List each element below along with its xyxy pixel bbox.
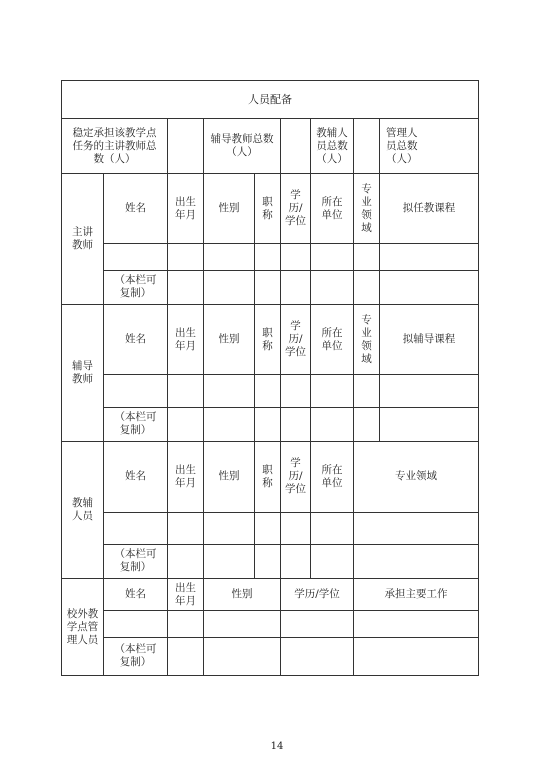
assist-header-course: 拟辅导课程: [380, 304, 479, 375]
table-cell[interactable]: [168, 375, 204, 407]
main-header-course: 拟任教课程: [380, 173, 479, 244]
summary-row: [62, 119, 479, 173]
table-cell[interactable]: [281, 407, 311, 441]
assist-teacher-copy-row: [62, 407, 479, 441]
main-header-field: 专业领域: [354, 173, 380, 244]
main-header-title: 职称: [255, 173, 281, 244]
table-cell[interactable]: [281, 375, 311, 407]
table-cell[interactable]: [354, 270, 380, 304]
assist-header-degree: 学历/学位: [281, 304, 311, 375]
main-header-birth: 出生年月: [168, 173, 204, 244]
table-cell[interactable]: [311, 375, 354, 407]
support-staff-header-row: [62, 441, 479, 512]
table-cell[interactable]: [104, 512, 168, 544]
table-cell[interactable]: [281, 637, 354, 675]
table-cell[interactable]: [281, 270, 311, 304]
support-header-unit: 所在单位: [311, 441, 354, 512]
assist-header-title: 职称: [255, 304, 281, 375]
support-staff-blank-row: [62, 512, 479, 544]
assist-header-name: 姓名: [104, 304, 168, 375]
main-teacher-count-label: 稳定承担该教学点任务的主讲教师总数（人）: [62, 119, 168, 173]
table-cell[interactable]: [204, 270, 255, 304]
table-cell[interactable]: [311, 544, 354, 578]
table-cell[interactable]: [255, 270, 281, 304]
table-cell[interactable]: [380, 407, 479, 441]
table-cell[interactable]: [168, 512, 204, 544]
support-copy-note: （本栏可复制）: [104, 544, 168, 578]
table-cell[interactable]: [354, 407, 380, 441]
table-cell[interactable]: [204, 611, 281, 637]
support-staff-section-label: 教辅人员: [62, 441, 104, 578]
table-cell[interactable]: [104, 244, 168, 270]
external-mgmt-section-label: 校外教学点管理人员: [62, 579, 104, 676]
table-cell[interactable]: [354, 637, 479, 675]
support-staff-copy-row: [62, 544, 479, 578]
main-copy-note: （本栏可复制）: [104, 270, 168, 304]
table-cell[interactable]: [380, 375, 479, 407]
external-header-duty: 承担主要工作: [354, 579, 479, 611]
main-teacher-header-row: [62, 173, 479, 244]
external-header-gender: 性别: [204, 579, 281, 611]
table-cell[interactable]: [168, 270, 204, 304]
table-cell[interactable]: [255, 512, 281, 544]
table-cell[interactable]: [204, 407, 255, 441]
support-header-degree: 学历/学位: [281, 441, 311, 512]
table-cell[interactable]: [204, 375, 255, 407]
table-cell[interactable]: [204, 512, 255, 544]
support-header-title: 职称: [255, 441, 281, 512]
table-cell[interactable]: [311, 407, 354, 441]
external-header-birth: 出生年月: [168, 579, 204, 611]
staffing-table: [61, 80, 479, 676]
main-teacher-section-label: 主讲教师: [62, 173, 104, 304]
external-header-name: 姓名: [104, 579, 168, 611]
external-mgmt-blank-row: [62, 611, 479, 637]
table-cell[interactable]: [104, 375, 168, 407]
external-mgmt-copy-row: [62, 637, 479, 675]
assist-header-unit: 所在单位: [311, 304, 354, 375]
assist-header-birth: 出生年月: [168, 304, 204, 375]
table-cell[interactable]: [204, 544, 255, 578]
title-row: [62, 81, 479, 119]
table-cell[interactable]: [168, 407, 204, 441]
table-cell[interactable]: [281, 611, 354, 637]
main-header-degree: 学历/学位: [281, 173, 311, 244]
table-cell[interactable]: [354, 611, 479, 637]
table-cell[interactable]: [311, 244, 354, 270]
table-cell[interactable]: [168, 544, 204, 578]
table-cell[interactable]: [281, 244, 311, 270]
external-header-degree: 学历/学位: [281, 579, 354, 611]
table-cell[interactable]: [255, 375, 281, 407]
table-cell[interactable]: [104, 611, 168, 637]
external-mgmt-header-row: [62, 579, 479, 611]
assist-teacher-count-value[interactable]: [281, 119, 311, 173]
support-header-name: 姓名: [104, 441, 168, 512]
table-cell[interactable]: [311, 270, 354, 304]
assist-teacher-blank-row: [62, 375, 479, 407]
table-cell[interactable]: [380, 244, 479, 270]
main-header-gender: 性别: [204, 173, 255, 244]
assist-teacher-section-label: 辅导教师: [62, 304, 104, 441]
table-cell[interactable]: [255, 244, 281, 270]
table-cell[interactable]: [354, 244, 380, 270]
table-cell[interactable]: [354, 544, 479, 578]
table-cell[interactable]: [255, 407, 281, 441]
table-cell[interactable]: [281, 544, 311, 578]
table-cell[interactable]: [168, 611, 204, 637]
support-header-gender: 性别: [204, 441, 255, 512]
table-cell[interactable]: [204, 244, 255, 270]
table-title: 人员配备: [62, 81, 479, 119]
table-cell[interactable]: [380, 270, 479, 304]
assist-teacher-count-label: 辅导教师总数（人）: [204, 119, 281, 173]
support-header-field: 专业领域: [354, 441, 479, 512]
table-cell[interactable]: [255, 544, 281, 578]
table-cell[interactable]: [168, 637, 204, 675]
table-cell[interactable]: [281, 512, 311, 544]
main-teacher-copy-row: [62, 270, 479, 304]
support-staff-count-value[interactable]: [354, 119, 380, 173]
table-cell[interactable]: [354, 375, 380, 407]
main-header-unit: 所在单位: [311, 173, 354, 244]
table-cell[interactable]: [204, 637, 281, 675]
mgmt-count-label: 管理人员总数（人）: [380, 119, 479, 173]
table-cell[interactable]: [311, 512, 354, 544]
external-copy-note: （本栏可复制）: [104, 637, 168, 675]
assist-header-gender: 性别: [204, 304, 255, 375]
table-cell[interactable]: [168, 244, 204, 270]
main-teacher-count-value[interactable]: [168, 119, 204, 173]
assist-copy-note: （本栏可复制）: [104, 407, 168, 441]
staffing-table-container: [61, 80, 478, 676]
support-header-birth: 出生年月: [168, 441, 204, 512]
page-number: 14: [270, 741, 284, 752]
main-header-name: 姓名: [104, 173, 168, 244]
support-staff-count-label: 教辅人员总数（人）: [311, 119, 354, 173]
assist-teacher-header-row: [62, 304, 479, 375]
assist-header-field: 专业领域: [354, 304, 380, 375]
table-cell[interactable]: [354, 512, 479, 544]
main-teacher-blank-row: [62, 244, 479, 270]
